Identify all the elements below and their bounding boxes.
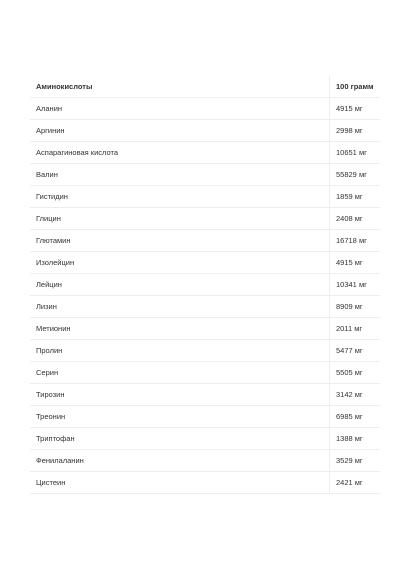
amino-acid-name: Треонин: [30, 406, 330, 427]
amino-acid-amount: 3142 мг: [336, 390, 363, 399]
amino-acid-amount: 2421 мг: [336, 478, 363, 487]
amino-acid-name: Триптофан: [30, 428, 330, 449]
amino-acid-amount: 16718 мг: [336, 236, 367, 245]
table-row: [30, 164, 380, 186]
table-row: [30, 142, 380, 164]
amino-acid-name: Пролин: [30, 340, 330, 361]
table-row: [30, 362, 380, 384]
amino-acid-name: Аргинин: [30, 120, 330, 141]
amino-acid-name: Гистидин: [30, 186, 330, 207]
amino-acid-amount: 3529 мг: [336, 456, 363, 465]
table-row: [30, 340, 380, 362]
amino-acid-amount: 2011 мг: [336, 324, 363, 333]
amino-acid-amount: 1388 мг: [336, 434, 363, 443]
amino-acid-amount: 4915 мг: [336, 258, 363, 267]
table-row: [30, 186, 380, 208]
table-body: [30, 98, 380, 494]
amino-acid-name: Фенилаланин: [30, 450, 330, 471]
amino-acid-amount: 1859 мг: [336, 192, 363, 201]
amino-acid-amount: 10651 мг: [336, 148, 367, 157]
table-row: [30, 208, 380, 230]
table-row: [30, 428, 380, 450]
column-header-amino-acids: Аминокислоты: [30, 76, 330, 97]
table-row: [30, 450, 380, 472]
amino-acid-amount: 10341 мг: [336, 280, 367, 289]
amino-acid-amount: 55829 мг: [336, 170, 367, 179]
amino-acid-name: Метионин: [30, 318, 330, 339]
table-row: [30, 472, 380, 494]
amino-acid-name: Цистеин: [30, 472, 330, 493]
amino-acid-name: Аспарагиновая кислота: [30, 142, 330, 163]
table-row: [30, 384, 380, 406]
table-header-row: [30, 76, 380, 98]
amino-acid-amount: 2998 мг: [336, 126, 363, 135]
table-row: [30, 296, 380, 318]
amino-acid-name: Изолейцин: [30, 252, 330, 273]
table-row: [30, 230, 380, 252]
table-row: [30, 120, 380, 142]
amino-acid-name: Серин: [30, 362, 330, 383]
amino-acid-table: [30, 76, 380, 494]
amino-acid-name: Лейцин: [30, 274, 330, 295]
amino-acid-name: Тирозин: [30, 384, 330, 405]
amino-acid-amount: 5477 мг: [336, 346, 363, 355]
table-row: [30, 406, 380, 428]
amino-acid-amount: 8909 мг: [336, 302, 363, 311]
amino-acid-name: Глютамин: [30, 230, 330, 251]
column-header-per-100g: 100 грамм: [336, 82, 374, 91]
amino-acid-name: Аланин: [30, 98, 330, 119]
table-row: [30, 318, 380, 340]
amino-acid-name: Глицин: [30, 208, 330, 229]
amino-acid-amount: 4915 мг: [336, 104, 363, 113]
table-row: [30, 98, 380, 120]
amino-acid-amount: 5505 мг: [336, 368, 363, 377]
amino-acid-name: Лизин: [30, 296, 330, 317]
amino-acid-name: Валин: [30, 164, 330, 185]
table-row: [30, 252, 380, 274]
amino-acid-amount: 6985 мг: [336, 412, 363, 421]
amino-acid-amount: 2408 мг: [336, 214, 363, 223]
table-row: [30, 274, 380, 296]
